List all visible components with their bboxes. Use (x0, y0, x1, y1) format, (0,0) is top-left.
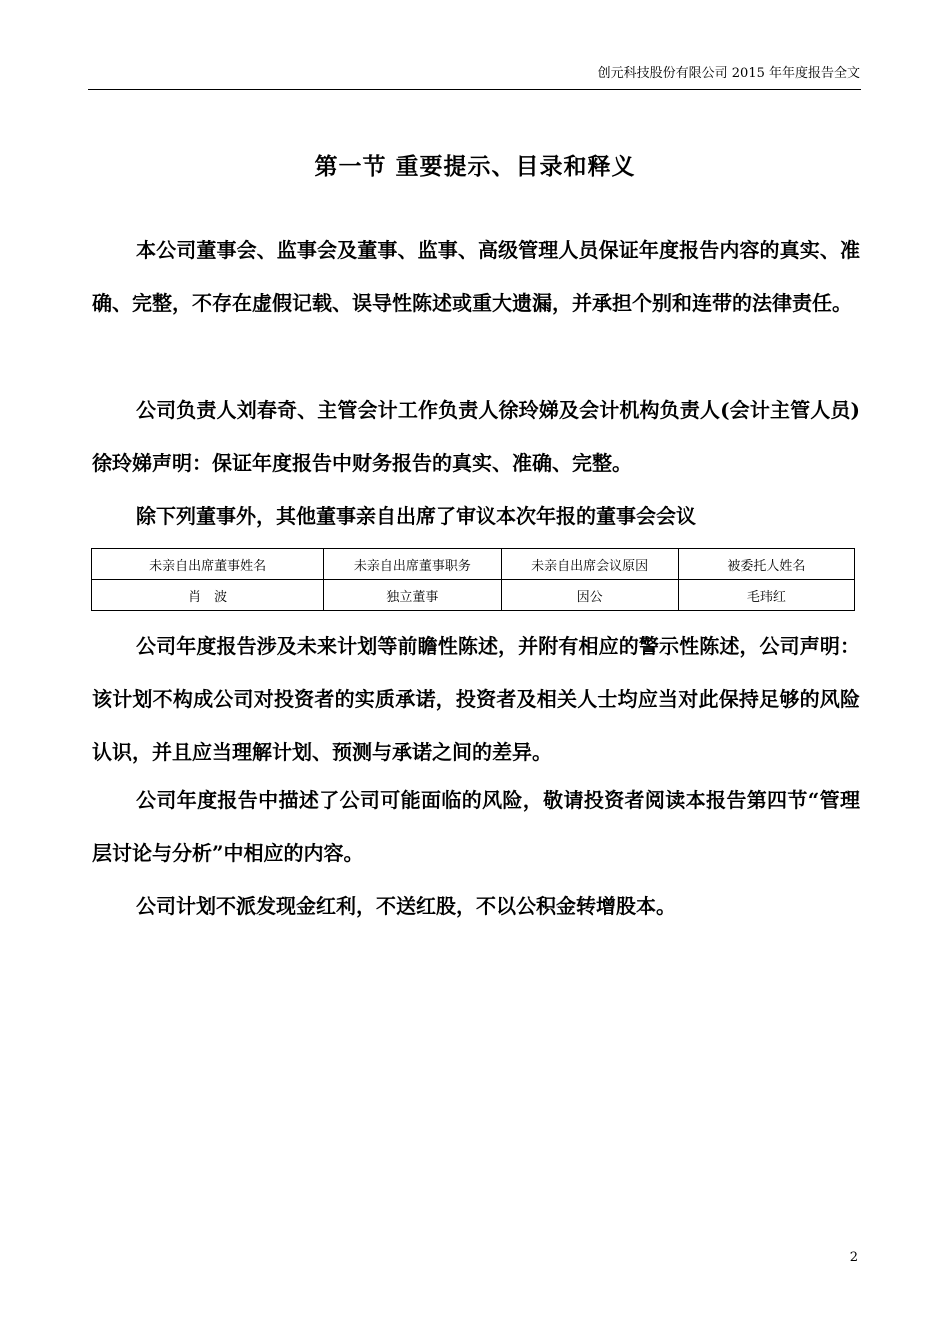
paragraph-responsible-persons: 公司负责人刘春奇、主管会计工作负责人徐玲娣及会计机构负责人(会计主管人员)徐玲娣声明：保证年度报告中财务报告的真实、准确、完整。 (92, 398, 860, 475)
paragraph-dividend-plan: 公司计划不派发现金红利，不送红股，不以公积金转增股本。 (136, 894, 676, 918)
absent-directors-table (91, 548, 855, 611)
paragraph-board-guarantee: 本公司董事会、监事会及董事、监事、高级管理人员保证年度报告内容的真实、准确、完整，不存在虚假记载、误导性陈述或重大遗漏，并承担个别和连带的法律责任。 (92, 238, 860, 315)
cell-director-name: 肖 波 (92, 580, 324, 611)
cell-director-position: 独立董事 (324, 580, 501, 611)
paragraph-risk-notice: 公司年度报告中描述了公司可能面临的风险，敬请投资者阅读本报告第四节“管理层讨论与分析”中相应的内容。 (92, 788, 860, 865)
paragraph-forward-looking: 公司年度报告涉及未来计划等前瞻性陈述，并附有相应的警示性陈述，公司声明：该计划不构成公司对投资者的实质承诺，投资者及相关人士均应当对此保持足够的风险认识，并且应当理解计划、预测与承诺之间的差异。 (92, 634, 860, 764)
running-header: 创元科技股份有限公司 2015 年年度报告全文 (597, 66, 860, 81)
header-divider (88, 89, 861, 90)
page-number: 2 (849, 1250, 858, 1265)
header-proxy-name: 被委托人姓名 (678, 549, 854, 580)
header-absence-reason: 未亲自出席会议原因 (501, 549, 678, 580)
header-director-position: 未亲自出席董事职务 (324, 549, 501, 580)
table-header-row (92, 549, 855, 580)
cell-absence-reason: 因公 (501, 580, 678, 611)
paragraph-attendance: 除下列董事外，其他董事亲自出席了审议本次年报的董事会会议 (136, 504, 696, 528)
table-row (92, 580, 855, 611)
section-title: 第一节 重要提示、目录和释义 (314, 153, 636, 180)
cell-proxy-name: 毛玮红 (678, 580, 854, 611)
header-director-name: 未亲自出席董事姓名 (92, 549, 324, 580)
